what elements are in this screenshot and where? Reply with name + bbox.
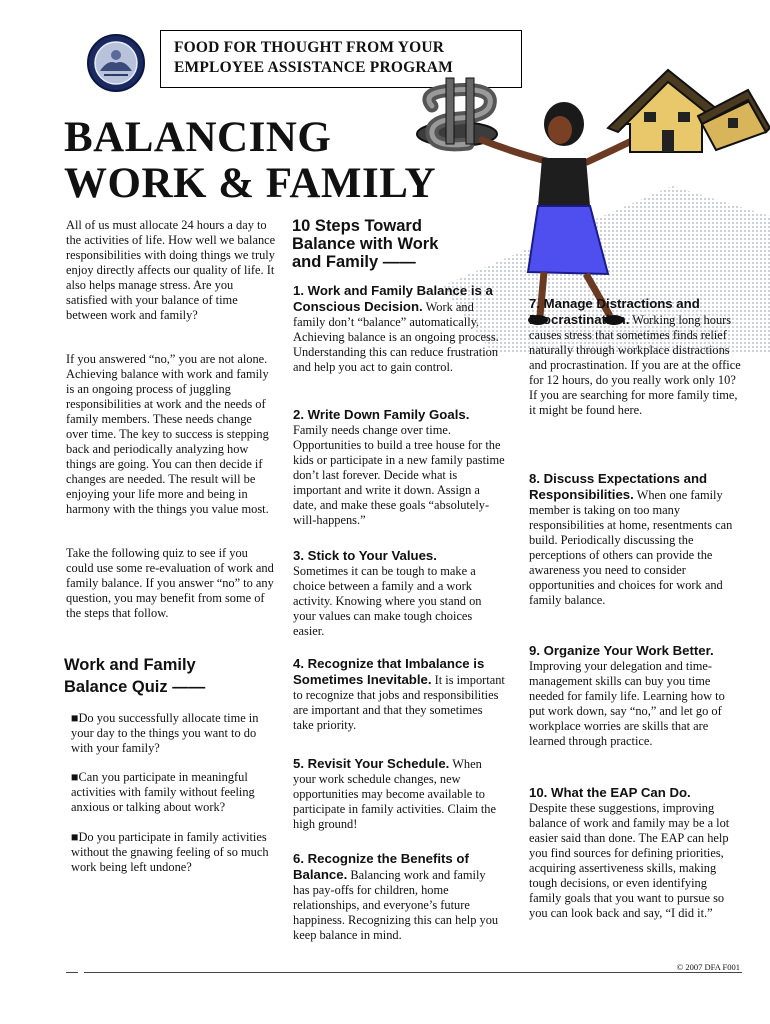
step-3 (293, 548, 505, 639)
step-8 (529, 471, 741, 608)
step-text: It is important to recognize that jobs and responsibilities are important and that they sometimes take priority. (293, 673, 505, 732)
step-title: 2. Write Down Family Goals. (293, 407, 470, 422)
step-text: Working long hours causes stress that sometimes finds relief naturally through workplace distractions and procrastination. If you are at the office for 12 hours, do you really work only 10? If you are searching for more family time, it might be found here. (529, 313, 741, 417)
bullet-square-icon: ■ (71, 770, 79, 784)
step-title: 9. Organize Your Work Better. (529, 643, 714, 658)
step-title: 10. What the EAP Can Do. (529, 785, 691, 800)
bullet-square-icon: ■ (71, 830, 79, 844)
step-5 (293, 756, 505, 832)
step-2 (293, 407, 505, 528)
step-text: Despite these suggestions, improving balance of work and family may be a lot easier said than done. The EAP can help you find sources for defining priorities, acquiring assertiveness skills, making tough decisions, or even identifying family goals that you want to pursue so you can look back and say, “I did it.” (529, 801, 730, 920)
quiz-heading-line-2: Balance Quiz —— (64, 678, 206, 696)
quiz-question (71, 830, 276, 875)
eap-logo (86, 33, 146, 93)
step-text: When your work schedule changes, new opportunities may become available to participate in family activities. Claim the high ground! (293, 757, 497, 831)
step-text: Family needs change over time. Opportunities to build a tree house for the kids or participate in a new family pastime don’t last forever. Decide what is important and write it down. Assign a date, and make these goals “absolutely-will-happens.” (293, 423, 505, 527)
house-icon (608, 70, 770, 152)
step-text: When one family member is taking on too many responsibilities at home, resentments can build. Periodically discussing the perceptions of others can provide the awareness you need to consider opportunities and choices for work and family balance. (529, 488, 733, 607)
quiz-heading (64, 654, 284, 698)
step-9 (529, 643, 741, 749)
intro-paragraph-3: Take the following quiz to see if you could use some re-evaluation of work and family balance. If you answer “no” to any question, you may benefit from some of the steps that follow. (66, 546, 274, 620)
title-line-1: BALANCING (64, 114, 332, 161)
footer-divider (66, 972, 78, 973)
step-7 (529, 296, 741, 418)
step-title: 7. Manage Distractions and Procrastination. (529, 296, 700, 327)
step-title: 6. Recognize the Benefits of Balance. (293, 851, 469, 882)
step-title: 5. Revisit Your Schedule. (293, 756, 450, 771)
quiz-question-text: Do you participate in family activities without the gnawing feeling of so much work being left undone? (71, 830, 269, 874)
bullet-square-icon: ■ (71, 711, 79, 725)
intro-paragraph-1: All of us must allocate 24 hours a day to the activities of life. How well we balance responsibilities with doing things we truly enjoy directly affects our quality of life. It also helps manage stress. Are you satisfied with your balance of time between work and family? (66, 218, 276, 322)
step-title: 8. Discuss Expectations and Responsibilities. (529, 471, 708, 502)
quiz-question-text: Can you participate in meaningful activities with family without feeling anxious or talking about work? (71, 770, 255, 814)
step-text: Work and family don’t “balance” automatically. Achieving balance is an ongoing process. Understanding this can reduce frustration and help you act to gain control. (293, 300, 499, 374)
step-title: 4. Recognize that Imbalance is Sometimes Inevitable. (293, 656, 485, 687)
steps-heading (292, 217, 492, 271)
step-4 (293, 656, 505, 733)
header-line-2: EMPLOYEE ASSISTANCE PROGRAM (174, 59, 453, 76)
footer-divider (84, 972, 742, 973)
intro-paragraph-2: If you answered “no,” you are not alone. Achieving balance with work and family is an ongoing process of juggling responsibilities at work and the needs of family members. These needs change over time. The key to success is stepping back and periodically analyzing how things are going. You can then decide if changes are needed. The result will be enjoying your life more and being in harmony with the things you value most. (66, 352, 269, 516)
title-line-2: WORK & FAMILY (64, 160, 436, 207)
step-title: 1. Work and Family Balance is a Conscious Decision. (293, 283, 493, 314)
quiz-question (71, 711, 276, 756)
dollar-sign-icon (417, 78, 497, 146)
step-text: Improving your delegation and time-management skills can buy you time needed for family life. Learning how to put work down, say “no,” and let go of workplace worries are skills that are learned through practice. (529, 659, 725, 748)
steps-heading-line-1: 10 Steps Toward (292, 217, 422, 235)
quiz-question-text: Do you successfully allocate time in your day to the things you want to do with your family? (71, 711, 259, 755)
steps-heading-line-2: Balance with Work (292, 235, 439, 253)
header-line-1: FOOD FOR THOUGHT FROM YOUR (174, 39, 445, 56)
step-6 (293, 851, 505, 943)
quiz-question (71, 770, 276, 815)
step-title: 3. Stick to Your Values. (293, 548, 437, 563)
step-10 (529, 785, 741, 921)
steps-heading-line-3: and Family —— (292, 253, 416, 271)
copyright-footer: © 2007 DFA F001 (676, 962, 740, 972)
step-text: Balancing work and family has pay-offs for children, home relationships, and everyone’s future happiness. Recognizing this can help you keep balance in mind. (293, 868, 499, 942)
quiz-heading-line-1: Work and Family (64, 656, 196, 674)
step-text: Sometimes it can be tough to make a choice between a family and a work activity. Knowing where you stand on your values can make tough choices easier. (293, 564, 482, 638)
step-1 (293, 283, 505, 375)
